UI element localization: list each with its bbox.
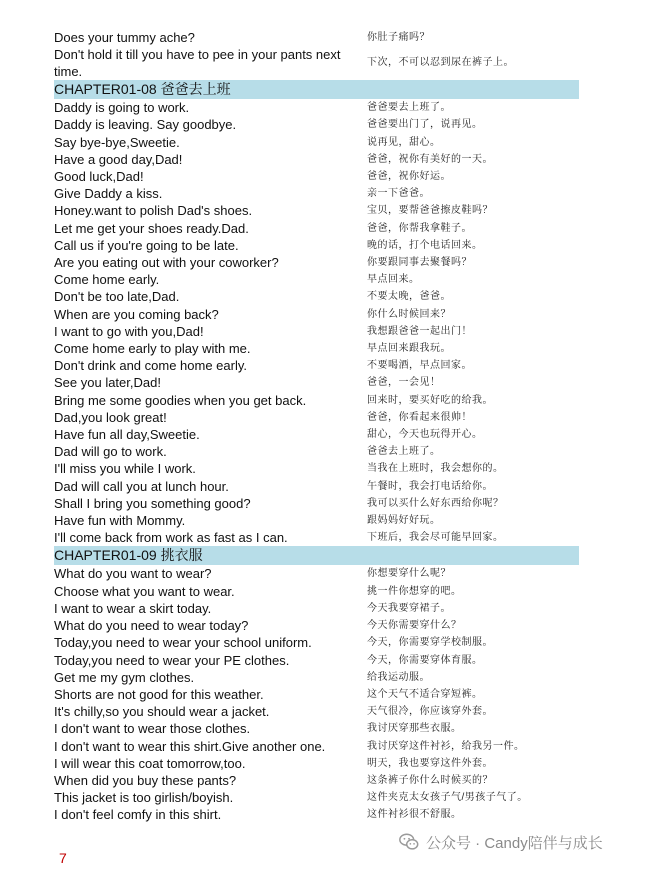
chinese-translation: 不要太晚，爸爸。 [367, 291, 451, 303]
chinese-translation: 我想跟爸爸一起出门！ [367, 325, 472, 337]
intro-rows [54, 29, 579, 80]
phrase-row [54, 409, 579, 426]
phrase-row [54, 600, 579, 617]
phrase-row [54, 288, 579, 305]
phrase-row [54, 686, 579, 703]
chinese-translation: 天气很冷，你应该穿外套。 [367, 706, 493, 718]
chinese-translation: 爸爸，一会见！ [367, 377, 441, 389]
phrase-row [54, 357, 579, 374]
english-phrase: Dad will call you at lunch hour. [54, 478, 229, 494]
english-phrase: Give Daddy a kiss. [54, 186, 163, 202]
phrase-row [54, 134, 579, 151]
chinese-translation: 你什么时候回来？ [367, 308, 451, 320]
phrase-row [54, 323, 579, 340]
phrase-row [54, 151, 579, 168]
phrase-row [54, 271, 579, 288]
english-phrase: What do you want to wear? [54, 566, 212, 582]
english-phrase: Shall I bring you something good? [54, 495, 251, 511]
chinese-translation: 下班后，我会尽可能早回家。 [367, 532, 504, 544]
phrase-row [54, 738, 579, 755]
phrase-row [54, 617, 579, 634]
chinese-translation: 我讨厌穿这件衬衫，给我另一件。 [367, 740, 525, 752]
english-phrase: Don't hold it till you have to pee in your pants next time. [54, 47, 341, 80]
chinese-translation: 今天你需要穿什么？ [367, 620, 462, 632]
chapter-08-rows [54, 99, 579, 546]
chinese-translation: 午餐时，我会打电话给你。 [367, 480, 493, 492]
phrase-row [54, 116, 579, 133]
phrase-row [54, 185, 579, 202]
chinese-translation: 这件夹克太女孩子气/男孩子气了。 [367, 792, 528, 804]
english-phrase: Honey.want to polish Dad's shoes. [54, 203, 253, 219]
chapter-heading-09: CHAPTER01-09 挑衣服 [54, 546, 579, 565]
english-phrase: Today,you need to wear your PE clothes. [54, 652, 290, 668]
chinese-translation: 爸爸，祝你有美好的一天。 [367, 153, 493, 165]
english-phrase: Daddy is leaving. Say goodbye. [54, 117, 237, 133]
english-phrase: This jacket is too girlish/boyish. [54, 790, 234, 806]
phrase-row [54, 495, 579, 512]
phrase-row [54, 512, 579, 529]
phrase-row [54, 478, 579, 495]
chinese-translation: 爸爸，你看起来很帅！ [367, 411, 472, 423]
phrase-row [54, 634, 579, 651]
phrase-row [54, 720, 579, 737]
english-phrase: When did you buy these pants? [54, 772, 237, 788]
phrase-row [54, 254, 579, 271]
phrase-row [54, 772, 579, 789]
english-phrase: Does your tummy ache? [54, 30, 195, 45]
document-body [54, 29, 579, 824]
english-phrase: Today,you need to wear your school uniform. [54, 635, 312, 651]
chinese-translation: 你想要穿什么呢？ [367, 568, 451, 580]
phrase-row [54, 220, 579, 237]
phrase-row [54, 237, 579, 254]
chinese-translation: 爸爸去上班了。 [367, 446, 441, 458]
chinese-translation: 说再见，甜心。 [367, 136, 441, 148]
phrase-row [54, 374, 579, 391]
chinese-translation: 爸爸，祝你好运。 [367, 171, 451, 183]
phrase-row [54, 29, 579, 46]
watermark [398, 831, 603, 853]
english-phrase: Get me my gym clothes. [54, 669, 195, 685]
chinese-translation: 晚的话，打个电话回来。 [367, 239, 483, 251]
chapter-heading-08: CHAPTER01-08 爸爸去上班 [54, 80, 579, 99]
chinese-translation: 早点回来。 [367, 274, 420, 286]
english-phrase: I will wear this coat tomorrow,too. [54, 755, 246, 771]
english-phrase: Shorts are not good for this weather. [54, 686, 264, 702]
phrase-row [54, 306, 579, 323]
chinese-translation: 下次，不可以忍到尿在裤子上。 [367, 57, 514, 69]
english-phrase: I don't want to wear this shirt.Give another one. [54, 738, 326, 754]
english-phrase: Have a good day,Dad! [54, 151, 183, 167]
chinese-translation: 这条裤子你什么时候买的？ [367, 774, 493, 786]
chinese-translation: 跟妈妈好好玩。 [367, 515, 441, 527]
english-phrase: Bring me some goodies when you get back. [54, 392, 307, 408]
chinese-translation: 爸爸，你帮我拿鞋子。 [367, 222, 472, 234]
english-phrase: I'll miss you while I work. [54, 461, 196, 477]
chinese-translation: 甜心，今天也玩得开心。 [367, 429, 483, 441]
english-phrase: Dad will go to work. [54, 444, 167, 460]
phrase-row [54, 168, 579, 185]
english-phrase: Have fun with Mommy. [54, 513, 186, 529]
phrase-row [54, 99, 579, 116]
english-phrase: Don't drink and come home early. [54, 358, 248, 374]
phrase-row [54, 789, 579, 806]
chinese-translation: 这个天气不适合穿短裤。 [367, 688, 483, 700]
wechat-icon [398, 831, 420, 853]
phrase-row [54, 669, 579, 686]
chinese-translation: 今天，你需要穿体育服。 [367, 654, 483, 666]
english-phrase: Come home early. [54, 272, 160, 288]
english-phrase: When are you coming back? [54, 306, 219, 322]
phrase-row [54, 755, 579, 772]
chinese-translation: 今天，你需要穿学校制服。 [367, 637, 493, 649]
chinese-translation: 亲一下爸爸。 [367, 188, 430, 200]
chinese-translation: 明天，我也要穿这件外套。 [367, 757, 493, 769]
chinese-translation: 爸爸要出门了，说再见。 [367, 119, 483, 131]
chinese-translation: 我讨厌穿那些衣服。 [367, 723, 462, 735]
phrase-row [54, 46, 579, 80]
english-phrase: Daddy is going to work. [54, 100, 190, 116]
english-phrase: I'll come back from work as fast as I can. [54, 530, 288, 546]
chinese-translation: 我可以买什么好东西给你呢？ [367, 497, 504, 509]
chinese-translation: 爸爸要去上班了。 [367, 102, 451, 114]
english-phrase: Dad,you look great! [54, 409, 167, 425]
english-phrase: Choose what you want to wear. [54, 583, 235, 599]
english-phrase: Have fun all day,Sweetie. [54, 427, 200, 443]
english-phrase: See you later,Dad! [54, 375, 161, 391]
english-phrase: What do you need to wear today? [54, 618, 249, 634]
phrase-row [54, 703, 579, 720]
phrase-row [54, 202, 579, 219]
english-phrase: I don't feel comfy in this shirt. [54, 807, 222, 823]
phrase-row [54, 426, 579, 443]
phrase-row [54, 443, 579, 460]
phrase-row [54, 340, 579, 357]
english-phrase: Don't be too late,Dad. [54, 289, 180, 305]
chinese-translation: 回来时，要买好吃的给我。 [367, 394, 493, 406]
chinese-translation: 你要跟同事去聚餐吗？ [367, 257, 472, 269]
english-phrase: I want to go with you,Dad! [54, 323, 204, 339]
chinese-translation: 早点回来跟我玩。 [367, 343, 451, 355]
english-phrase: It's chilly,so you should wear a jacket. [54, 704, 270, 720]
chinese-translation: 不要喝酒，早点回家。 [367, 360, 472, 372]
watermark-text: 公众号 · Candy陪伴与成长 [426, 834, 603, 852]
page-number: 7 [59, 850, 67, 866]
english-phrase: Good luck,Dad! [54, 169, 144, 185]
chinese-translation: 挑一件你想穿的吧。 [367, 585, 462, 597]
chapter-09-rows [54, 565, 579, 823]
chinese-translation: 今天我要穿裙子。 [367, 602, 451, 614]
chinese-translation: 这件衬衫很不舒服。 [367, 809, 462, 821]
english-phrase: Say bye-bye,Sweetie. [54, 134, 180, 150]
phrase-row [54, 460, 579, 477]
phrase-row [54, 583, 579, 600]
english-phrase: I don't want to wear those clothes. [54, 721, 251, 737]
english-phrase: Call us if you're going to be late. [54, 237, 239, 253]
chinese-translation: 你肚子痛吗？ [367, 32, 430, 43]
chinese-translation: 宝贝，要帮爸爸擦皮鞋吗？ [367, 205, 493, 217]
english-phrase: I want to wear a skirt today. [54, 600, 212, 616]
english-phrase: Let me get your shoes ready.Dad. [54, 220, 249, 236]
phrase-row [54, 652, 579, 669]
chinese-translation: 当我在上班时，我会想你的。 [367, 463, 504, 475]
phrase-row [54, 565, 579, 582]
phrase-row [54, 392, 579, 409]
phrase-row [54, 529, 579, 546]
english-phrase: Come home early to play with me. [54, 341, 251, 357]
english-phrase: Are you eating out with your coworker? [54, 255, 279, 271]
chinese-translation: 给我运动服。 [367, 671, 430, 683]
phrase-row [54, 806, 579, 823]
